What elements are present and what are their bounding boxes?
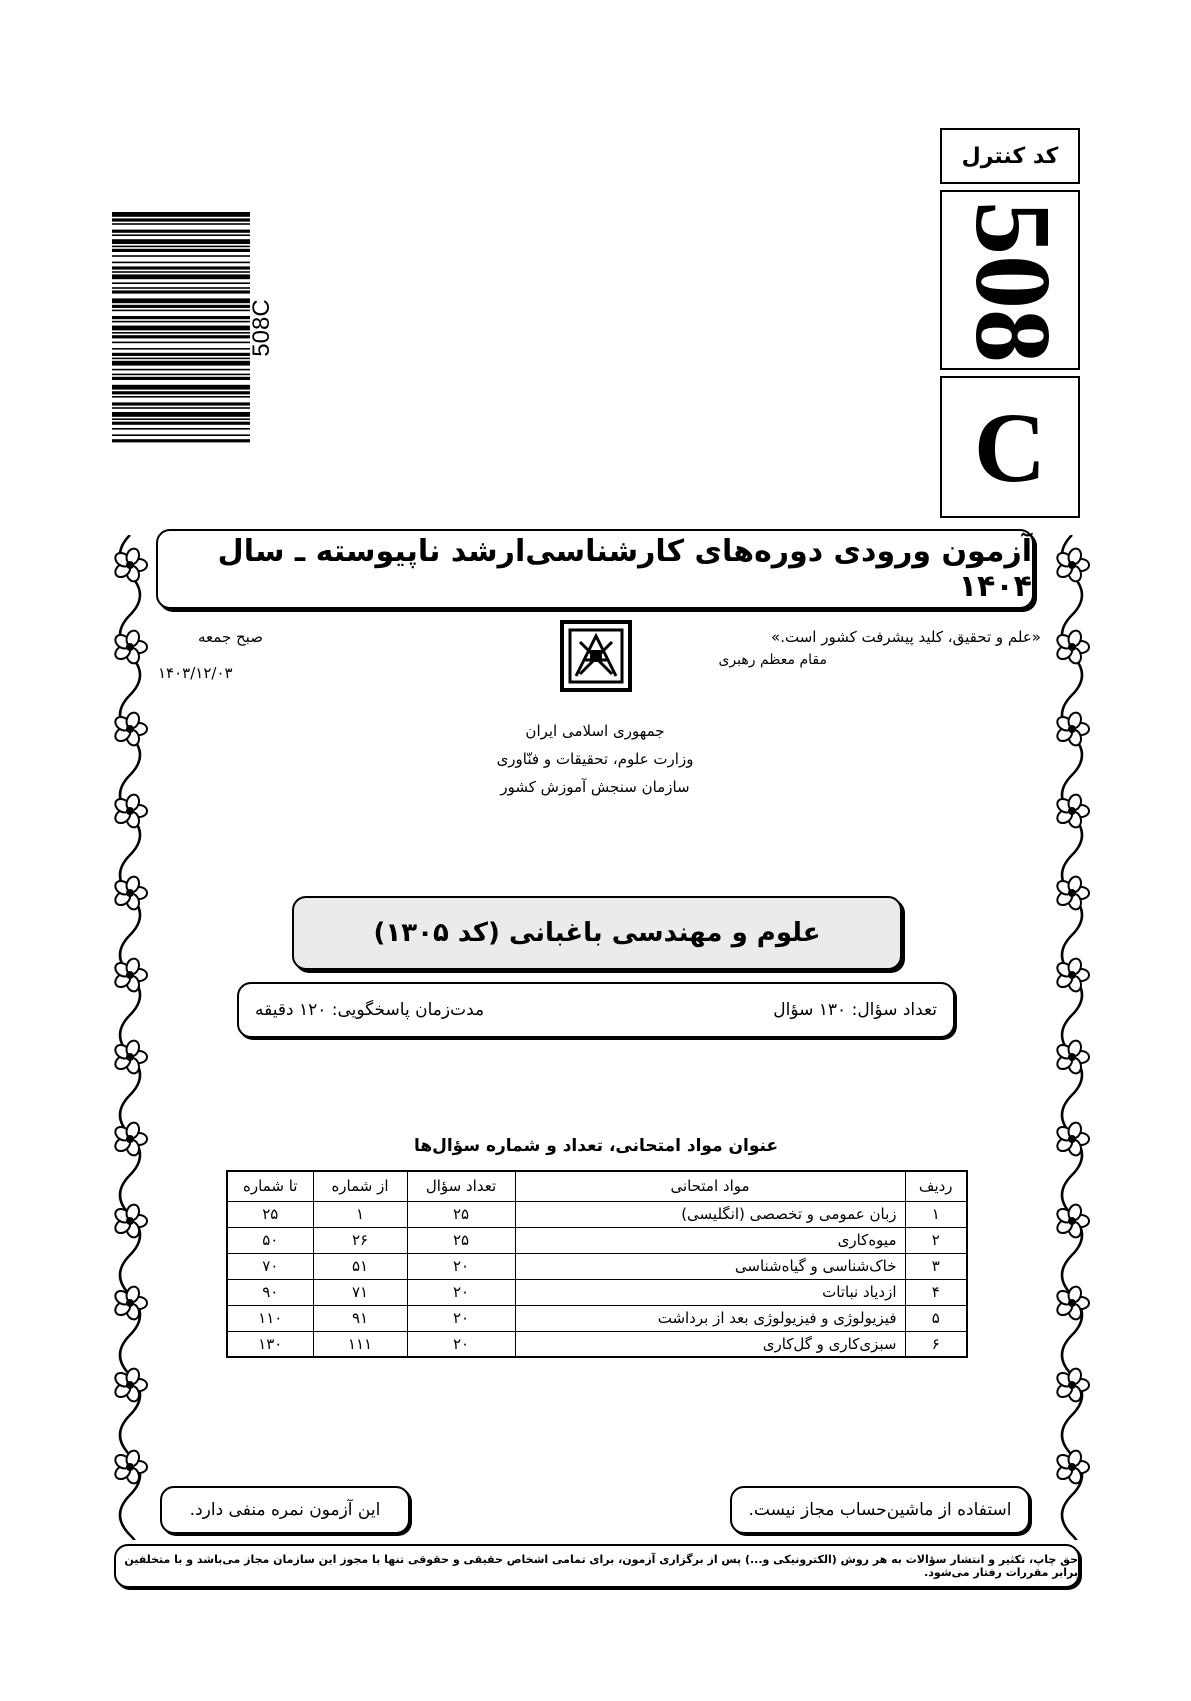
question-count-cell: ۲۰ <box>407 1279 515 1305</box>
subject-name: سبزی‌کاری و گل‌کاری <box>515 1331 905 1357</box>
barcode-bar <box>112 348 250 350</box>
subject-name: ازدیاد نباتات <box>515 1279 905 1305</box>
barcode-bar <box>112 249 250 252</box>
ornament-flower-icon <box>113 547 147 583</box>
ornament-flower-icon <box>1055 793 1089 829</box>
ornament-flower-icon <box>113 957 147 993</box>
from-number-cell: ۷۱ <box>313 1279 407 1305</box>
subject-name: میوه‌کاری <box>515 1227 905 1253</box>
table-row <box>227 1253 967 1279</box>
barcode-bar <box>112 239 250 244</box>
subject-name: فیزیولوژی و فیزیولوژی بعد از برداشت <box>515 1305 905 1331</box>
to-number-cell: ۱۱۰ <box>227 1305 313 1331</box>
barcode-bar <box>112 385 250 390</box>
ornament-flower-icon <box>1055 957 1089 993</box>
ornament-flower-icon <box>113 793 147 829</box>
table-row <box>227 1279 967 1305</box>
barcode-bar <box>112 298 250 303</box>
barcode-bar <box>112 396 250 398</box>
ornamental-border-right <box>1044 535 1100 1540</box>
question-count-cell: ۲۰ <box>407 1331 515 1357</box>
from-number-cell: ۱۱۱ <box>313 1331 407 1357</box>
to-number-cell: ۱۳۰ <box>227 1331 313 1357</box>
from-number-cell: ۱ <box>313 1201 407 1227</box>
barcode-bar <box>112 412 250 417</box>
ornament-flower-icon <box>113 1285 147 1321</box>
control-code-value: 508 <box>953 201 1072 363</box>
org-organization: سازمان سنجش آموزش کشور <box>500 778 690 796</box>
barcode-bar <box>112 271 250 273</box>
header-to-number: تا شماره <box>227 1171 313 1201</box>
ornament-flower-icon <box>113 875 147 911</box>
subjects-table-title: عنوان مواد امتحانی، تعداد و شماره سؤال‌ها <box>413 1136 779 1156</box>
barcode-bar <box>112 234 250 236</box>
barcode-bar <box>112 332 250 334</box>
barcode-bar <box>112 374 250 376</box>
subject-name: خاک‌شناسی و گیاه‌شناسی <box>515 1253 905 1279</box>
leader-quote: «علم و تحقیق، کلید پیشرفت کشور است.» <box>771 628 1041 646</box>
barcode-text: 508C <box>248 299 275 357</box>
exam-date: ۱۴۰۳/۱۲/۰۳ <box>158 664 233 682</box>
barcode-bar <box>112 434 250 436</box>
ornamental-border-left <box>102 535 158 1540</box>
question-count: تعداد سؤال: ۱۳۰ سؤال <box>773 1000 937 1020</box>
barcode-bar <box>112 266 250 269</box>
ornament-flower-icon <box>1055 1367 1089 1403</box>
ornament-flower-icon <box>1055 1203 1089 1239</box>
barcode-bar <box>112 290 250 293</box>
ornament-flower-icon <box>1055 629 1089 665</box>
table-row <box>227 1227 967 1253</box>
question-count-cell: ۲۵ <box>407 1201 515 1227</box>
ornament-flower-icon <box>113 1203 147 1239</box>
header-subject: مواد امتحانی <box>515 1171 905 1201</box>
barcode-bar <box>112 246 250 248</box>
ornament-flower-icon <box>1055 875 1089 911</box>
barcode-bar <box>112 282 250 284</box>
barcode-bar <box>112 402 250 405</box>
barcode-bar <box>112 305 250 308</box>
ornament-flower-icon <box>113 629 147 665</box>
question-count-cell: ۲۵ <box>407 1227 515 1253</box>
exam-info-box <box>237 982 955 1038</box>
calculator-note: استفاده از ماشین‌حساب مجاز نیست. <box>730 1486 1030 1534</box>
barcode-bar <box>112 223 250 225</box>
header-row-number: ردیف <box>905 1171 967 1201</box>
exam-title: آزمون ورودی دوره‌های کارشناسی‌ارشد ناپیوسته ـ سال ۱۴۰۴ <box>217 534 1032 604</box>
quote-author: مقام معظم رهبری <box>718 652 827 668</box>
barcode-bar <box>112 321 250 323</box>
table-row <box>227 1331 967 1357</box>
copyright-notice: حق چاپ، تکثیر و انتشار سؤالات به هر روش (الکترونیکی و...) پس از برگزاری آزمون، برای تمامی اشخاص حقیقی و حقوقی تنها با مجوز این سازمان مجاز می‌باشد و با متخلفین برابر مقررات رفتار می‌شود. <box>114 1544 1080 1588</box>
from-number-cell: ۵۱ <box>313 1253 407 1279</box>
ornament-flower-icon <box>1055 1449 1089 1485</box>
barcode-bar <box>112 310 250 312</box>
header-question-count: تعداد سؤال <box>407 1171 515 1201</box>
barcode-bar <box>112 262 250 264</box>
barcode-bar <box>112 428 250 430</box>
barcode-bar <box>112 326 250 331</box>
barcode-bar <box>112 342 250 344</box>
table-header-row <box>227 1171 967 1201</box>
form-letter: C <box>940 376 1080 518</box>
answer-duration: مدت‌زمان پاسخگویی: ۱۲۰ دقیقه <box>255 1000 485 1020</box>
negative-score-note: این آزمون نمره منفی دارد. <box>160 1486 410 1534</box>
row-number: ۳ <box>905 1253 967 1279</box>
ornament-flower-icon <box>1055 1121 1089 1157</box>
barcode-bar <box>112 391 250 394</box>
ornament-flower-icon <box>1055 1285 1089 1321</box>
barcode-bar <box>112 212 250 217</box>
barcode-bar <box>112 287 250 289</box>
barcode-bar <box>112 316 250 319</box>
barcode-bar <box>112 335 250 338</box>
to-number-cell: ۹۰ <box>227 1279 313 1305</box>
ornament-flower-icon <box>113 711 147 747</box>
row-number: ۱ <box>905 1201 967 1227</box>
barcode-bar <box>112 274 250 279</box>
row-number: ۶ <box>905 1331 967 1357</box>
ornament-flower-icon <box>1055 711 1089 747</box>
barcode-bar <box>112 418 250 420</box>
header-from-number: از شماره <box>313 1171 407 1201</box>
ornament-flower-icon <box>113 1039 147 1075</box>
to-number-cell: ۲۵ <box>227 1201 313 1227</box>
control-code-label: کد کنترل <box>940 128 1080 184</box>
subjects-table <box>226 1170 968 1358</box>
exam-session: صبح جمعه <box>198 628 263 646</box>
barcode-bar <box>112 255 250 257</box>
to-number-cell: ۵۰ <box>227 1227 313 1253</box>
control-code-box <box>940 190 1080 370</box>
table-row <box>227 1305 967 1331</box>
row-number: ۴ <box>905 1279 967 1305</box>
exam-title-box <box>156 529 1034 609</box>
org-country: جمهوری اسلامی ایران <box>525 722 665 740</box>
subject-title: علوم و مهندسی باغبانی (کد ۱۳۰۵) <box>373 918 821 948</box>
ornament-flower-icon <box>1055 1039 1089 1075</box>
barcode <box>112 212 250 444</box>
table-row <box>227 1201 967 1227</box>
barcode-bar <box>112 353 250 356</box>
sanjesh-logo-icon <box>560 620 632 712</box>
row-number: ۲ <box>905 1227 967 1253</box>
ornament-flower-icon <box>113 1121 147 1157</box>
barcode-bar <box>112 358 250 360</box>
barcode-bar <box>112 407 250 409</box>
barcode-bar <box>112 422 250 425</box>
from-number-cell: ۲۶ <box>313 1227 407 1253</box>
barcode-bar <box>112 230 250 233</box>
to-number-cell: ۷۰ <box>227 1253 313 1279</box>
barcode-bar <box>112 369 250 371</box>
row-number: ۵ <box>905 1305 967 1331</box>
question-count-cell: ۲۰ <box>407 1253 515 1279</box>
ornament-flower-icon <box>113 1449 147 1485</box>
barcode-bar <box>112 218 250 221</box>
subject-name: زبان عمومی و تخصصی (انگلیسی) <box>515 1201 905 1227</box>
subject-title-box <box>292 896 902 970</box>
from-number-cell: ۹۱ <box>313 1305 407 1331</box>
barcode-bar <box>112 377 250 380</box>
org-ministry: وزارت علوم، تحقیقات و فنّاوری <box>496 750 694 768</box>
question-count-cell: ۲۰ <box>407 1305 515 1331</box>
barcode-bar <box>112 439 250 442</box>
ornament-flower-icon <box>113 1367 147 1403</box>
barcode-bar <box>112 361 250 366</box>
ornament-flower-icon <box>1055 547 1089 583</box>
